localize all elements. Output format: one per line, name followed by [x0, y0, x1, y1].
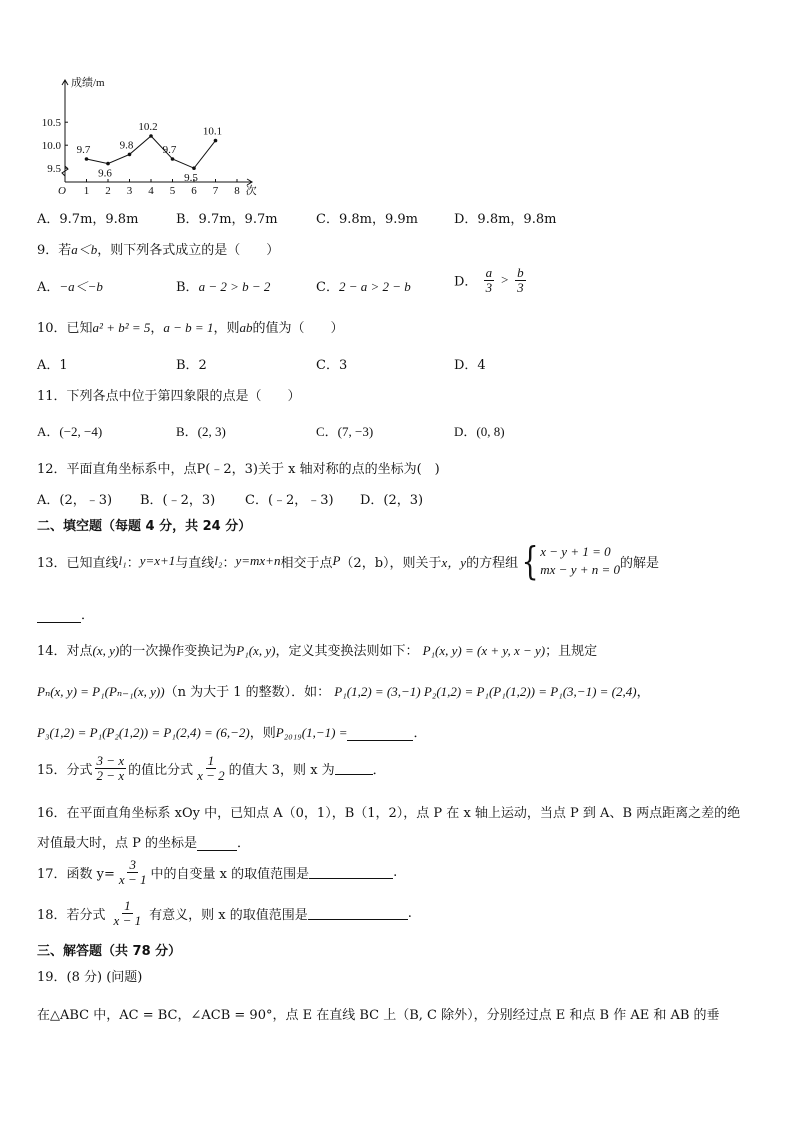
x-tick-label: 1 [83, 185, 90, 197]
q14-line-3: P₃(1,2) = P₁(P₂(1,2)) = P₁(2,4) = (6,−2)，则P₂₀₁₉(1,−1) = ． [37, 725, 427, 741]
q12-option-a: A．(2，﹣3) [37, 493, 113, 508]
q11-option-c: C．(7, −3) [316, 424, 374, 439]
q9-option-b: B．a − 2 > b − 2 [176, 279, 271, 295]
series-line [87, 136, 216, 168]
q12-option-d: D．(2，3) [360, 493, 424, 508]
data-point [128, 153, 132, 157]
q10-option-c: C．3 [316, 358, 348, 373]
data-point [192, 166, 196, 170]
q14-line-2: Pₙ(x, y) = P₁(Pₙ₋₁(x, y))（n 为大于 1 的整数）．如： P₁(1,2) = (3,−1) P₂(1,2) = P₁(P₁(1,2)) = P₁(3,−1) = (2,4)， [37, 684, 650, 700]
q10-option-b: B．2 [176, 358, 207, 373]
fraction-3-over-x-minus-1: $\frac{3}{x - 1}$ [118, 857, 147, 887]
q12-stem: 12．平面直角坐标系中，点P(﹣2，3)关于 x 轴对称的点的坐标为( ) [37, 462, 440, 477]
q16-line-1: 16．在平面直角坐标系 xOy 中，已知点 A（0，1），B（1，2），点 P 在 x 轴上运动，当点 P 到 A、B 两点距离之差的绝 [37, 806, 741, 821]
x-tick-label: 8 [234, 185, 240, 197]
q11-option-d: D．(0, 8) [454, 424, 505, 439]
q17-stem: 17．函数 y= $\frac{3}{x - 1}$ 中的自变量 x 的取值范围是 . [37, 857, 398, 887]
data-point [106, 162, 110, 166]
q19-body: 在△ABC 中，AC = BC，∠ACB = 90°，点 E 在直线 BC 上（B, C 除外），分别经过点 E 和点 B 作 AE 和 AB 的垂 [37, 1008, 720, 1023]
q15-stem: 15．分式 $\frac{3 - x}{2 - x}$ 的值比分式 $\frac{1}{x - 2}$ 的值大 3，则 x 为 ． [37, 753, 386, 783]
y-tick-label: 9.5 [47, 163, 61, 176]
fraction-b-over-3: $\frac{b}{3}$ [517, 265, 524, 295]
data-point [85, 157, 89, 161]
x-tick-label: 6 [191, 185, 197, 197]
data-point [149, 134, 153, 138]
q12-option-b: B．(﹣2，3) [140, 493, 216, 508]
q10-stem: 10．已知a² + b² = 5，a − b = 1，则ab的值为（ ） [37, 320, 344, 336]
fraction-1-over-x-minus-1: $\frac{1}{x - 1}$ [113, 898, 142, 928]
q8-option-b: B．9.7m，9.7m [176, 212, 278, 227]
q18-stem: 18．若分式 $\frac{1}{x - 1}$ 有意义，则 x 的取值范围是 . [37, 898, 412, 928]
data-label: 9.6 [98, 167, 112, 180]
q16-line-2: 对值最大时，点 P 的坐标是 ． [37, 836, 251, 851]
q9-option-c: C．2 − a > 2 − b [316, 279, 411, 295]
q12-option-c: C．(﹣2，﹣3) [245, 493, 334, 508]
data-point [171, 157, 175, 161]
data-label: 9.8 [119, 139, 134, 152]
equation-system: { x − y + 1 = 0 mx − y + n = 0 [521, 539, 621, 583]
q14-line-1: 14．对点(x, y)的一次操作变换记为P₁(x, y)，定义其变换法则如下： P₁(x, y) = (x + y, x − y)；且规定 [37, 643, 598, 659]
x-tick-label: 2 [105, 185, 111, 197]
x-tick-label: 4 [148, 185, 154, 197]
section-heading-solutions: 三、解答题（共 78 分） [37, 944, 182, 959]
fraction-1-over-x-minus-2: $\frac{1}{x - 2}$ [197, 753, 225, 783]
data-label: 10.1 [202, 125, 223, 138]
q8-option-d: D．9.8m，9.8m [454, 212, 557, 227]
line-chart [30, 74, 280, 204]
q9-option-a: A．−a＜−b [37, 279, 103, 295]
y-axis-label: 成绩/m [71, 77, 105, 89]
q9-option-d: D． $\frac{a}{3}$ > $\frac{b}{3}$ [454, 265, 524, 295]
x-tick-label: 5 [169, 185, 176, 197]
q11-stem: 11．下列各点中位于第四象限的点是（ ） [37, 389, 301, 404]
data-point [214, 139, 218, 143]
q8-option-c: C．9.8m，9.9m [316, 212, 418, 227]
q10-option-d: D．4 [454, 358, 486, 373]
y-tick-label: 10.0 [41, 140, 61, 153]
q13-stem: 13．已知直线 l₁ ： y=x+1 与直线 l₂ ： y=mx+n 相交于点 P （2，b），则关于 x，y 的方程组 { x − y + 1 = 0 mx − y + n = 0 的解是 [37, 539, 660, 583]
fraction-a-over-3: $\frac{a}{3}$ [485, 265, 493, 295]
data-label: 9.7 [76, 144, 91, 156]
q11-option-b: B．(2, 3) [176, 424, 226, 439]
data-label: 10.2 [138, 121, 158, 133]
x-tick-label: 7 [212, 185, 219, 197]
data-label: 9.5 [184, 172, 198, 185]
q9-stem: 9．若a＜b，则下列各式成立的是（ ） [37, 242, 280, 258]
q13-answer-blank: ． [37, 604, 94, 623]
q19-heading: 19．(8 分) (问题) [37, 970, 143, 985]
fraction-3-minus-x-over-2-minus-x: $\frac{3 - x}{2 - x}$ [96, 753, 125, 783]
origin-label: O [58, 185, 66, 197]
q8-option-a: A．9.7m，9.8m [37, 212, 139, 227]
data-label: 9.7 [162, 144, 177, 156]
section-heading-fill-blank: 二、填空题（每题 4 分，共 24 分） [37, 519, 252, 534]
x-tick-label: 3 [126, 185, 133, 197]
x-axis-label: 次 [245, 185, 257, 197]
y-tick-label: 10.5 [41, 117, 61, 130]
q10-option-a: A．1 [37, 358, 68, 373]
q11-option-a: A．(−2, −4) [37, 424, 103, 439]
